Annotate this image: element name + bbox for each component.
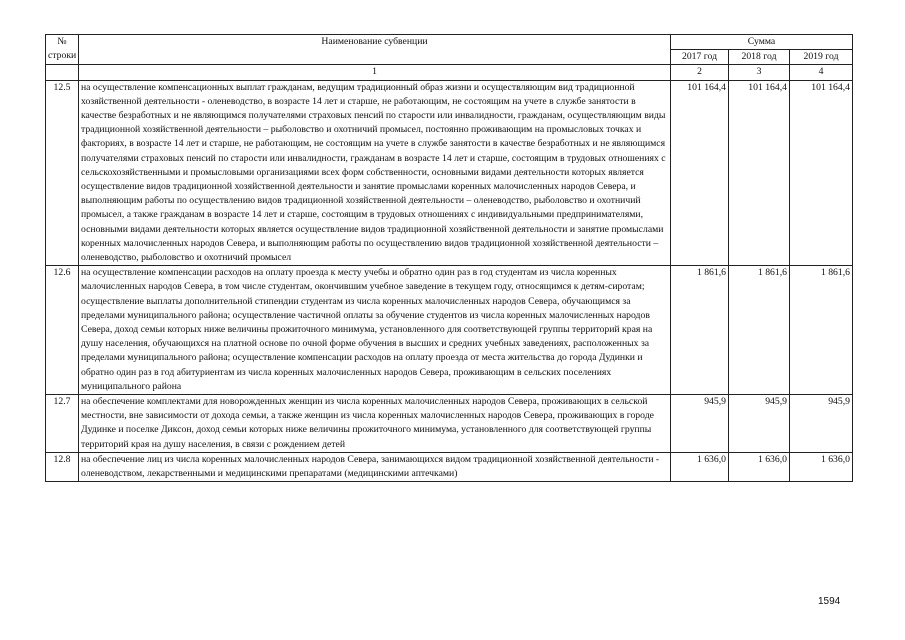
- amount-2017: 1 636,0: [671, 452, 729, 481]
- amount-2019: 1 636,0: [790, 452, 853, 481]
- subvention-table: [45, 34, 853, 482]
- row-number-header: [46, 35, 79, 65]
- column-number-2: 2: [671, 65, 729, 80]
- row-number: 12.6: [46, 266, 79, 395]
- amount-2019: 1 861,6: [790, 266, 853, 395]
- year-2018-header: 2018 год: [729, 50, 790, 65]
- page-number: 1594: [818, 596, 841, 607]
- year-2017-header: 2017 год: [671, 50, 729, 65]
- table-row: [46, 80, 853, 266]
- amount-2017: 1 861,6: [671, 266, 729, 395]
- year-2019-header: 2019 год: [790, 50, 853, 65]
- column-number-1: 1: [79, 65, 671, 80]
- header-row-1: [46, 35, 853, 50]
- table-row: [46, 266, 853, 395]
- column-numbers-row: [46, 65, 853, 80]
- subvention-description: на осуществление компенсации расходов на оплату проезда к месту учебы и обратно один раз в год студентам из числа коренных малочисленных народов Севера, в том числе студентам, окончившим учебное заведение в текущем году, относящимся к детям-сиротам; осуществление выплаты дополнительной стипендии студентам из числа коренных малочисленных народов Севера, обучающимся за пределами муниципального района; осуществление частичной оплаты за обучение студентов из числа коренных малочисленных народов Севера, доход семьи которых ниже величины прожиточного минимума, установленного для соответствующей группы территорий края на душу населения, обучающихся на платной основе по очной форме обучения в высших и средних учебных заведениях, расположенных за пределами муниципального района; осуществление компенсации расходов на оплату проезда от места жительства до города Дудинки и обратно один раз в год абитуриентам из числа коренных малочисленных народов Севера, проживающим в сельских поселениях муниципального района: [79, 266, 671, 395]
- table-row: [46, 452, 853, 481]
- subvention-description: на осуществление компенсационных выплат гражданам, ведущим традиционный образ жизни и осуществляющим вид традиционной хозяйственной деятельности - оленеводство, в возрасте 14 лет и старше, не работающим, не состоящим на учете в службе занятости в качестве безработных и не являющимся получателями страховых пенсий по старости или инвалидности, гражданам, осуществляющим виды традиционной хозяйственной деятельности – рыболовство и охотничий промысел, постоянно проживающим на промысловых точках и факториях, в возрасте 14 лет и старше, не работающим, не состоящим на учете в службе занятости в качестве безработных и не являющимся получателями страховых пенсий по старости или инвалидности, гражданам в возрасте 14 лет и старше, состоящим в трудовых отношениях с сельскохозяйственными и промысловыми организациями всех форм собственности, основными видами деятельности которых является осуществление видов традиционной хозяйственной деятельности и занятие промыслами коренных малочисленных народов Севера, и выполняющим работы по осуществлению видов традиционной хозяйственной деятельности – оленеводство, рыболовство и охотничий промысел, а также гражданам в возрасте 14 лет и старше, состоящим в трудовых отношениях с индивидуальными предпринимателями, основными видами деятельности которых является осуществление видов традиционной хозяйственной деятельности и занятие промыслами коренных малочисленных народов Севера, и выполняющим работы по осуществлению видов традиционной хозяйственной деятельности – оленеводство, рыболовство и охотничий промысел: [79, 80, 671, 266]
- row-number: 12.7: [46, 395, 79, 453]
- amount-2019: 101 164,4: [790, 80, 853, 266]
- sum-header: Сумма: [671, 35, 853, 50]
- column-number-3: 3: [729, 65, 790, 80]
- amount-2019: 945,9: [790, 395, 853, 453]
- amount-2018: 1 636,0: [729, 452, 790, 481]
- amount-2018: 101 164,4: [729, 80, 790, 266]
- column-number-empty: [46, 65, 79, 80]
- amount-2018: 945,9: [729, 395, 790, 453]
- row-number: 12.8: [46, 452, 79, 481]
- subvention-description: на обеспечение лиц из числа коренных малочисленных народов Севера, занимающихся видом традиционной хозяйственной деятельности - оленеводством, лекарственными и медицинскими препаратами (медицинскими аптечками): [79, 452, 671, 481]
- subvention-description: на обеспечение комплектами для новорожденных женщин из числа коренных малочисленных народов Севера, проживающих в сельской местности, вне зависимости от дохода семьи, а также женщин из числа коренных малочисленных народов Севера, проживающих в городе Дудинке и поселке Диксон, доход семьи которых ниже величины прожиточного минимума, установленного для соответствующей группы территорий края на душу населения, в связи с рождением детей: [79, 395, 671, 453]
- amount-2017: 945,9: [671, 395, 729, 453]
- row-number-header-line2: строки: [48, 50, 77, 62]
- subvention-name-header: Наименование субвенции: [79, 35, 671, 65]
- amount-2018: 1 861,6: [729, 266, 790, 395]
- row-number: 12.5: [46, 80, 79, 266]
- row-number-header-line1: №: [57, 36, 67, 47]
- amount-2017: 101 164,4: [671, 80, 729, 266]
- table-row: [46, 395, 853, 453]
- column-number-4: 4: [790, 65, 853, 80]
